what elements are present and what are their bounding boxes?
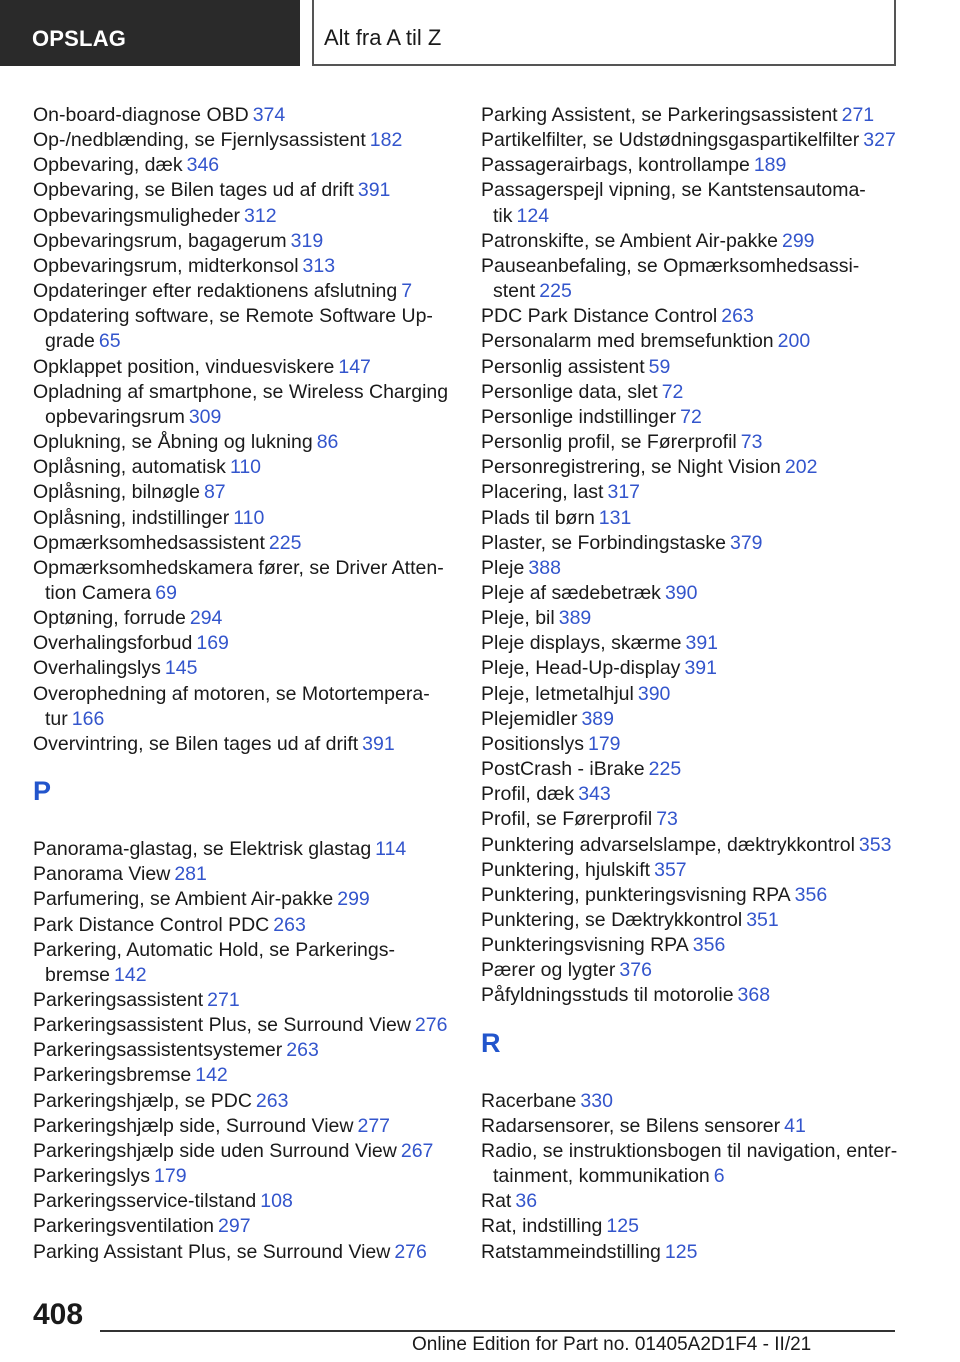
entry-text: Punktering, hjulskift (481, 858, 651, 881)
entry-text: Opmærksomhedskamera fører, se Driver Atten- (33, 556, 444, 579)
page-link[interactable]: 390 (664, 581, 698, 604)
index-entry (481, 355, 901, 380)
page-link[interactable]: 281 (174, 863, 207, 886)
page-link[interactable]: 263 (721, 305, 754, 328)
index-entry (33, 279, 443, 304)
entry-text: Parkering, Automatic Hold, se Parkerings- (33, 938, 395, 961)
index-entry (33, 1013, 448, 1038)
entry-text: Plaster, se Forbindingstaske (481, 531, 726, 554)
entry-text: opbevaringsrum (45, 405, 185, 428)
page-link[interactable]: 391 (684, 657, 717, 680)
entry-text: Profil, se Førerprofil (481, 808, 653, 831)
page-link[interactable]: 389 (581, 707, 614, 730)
index-entry (33, 606, 443, 631)
index-entry (481, 178, 901, 228)
page-link[interactable]: 202 (784, 456, 818, 479)
page-link[interactable]: 276 (414, 1014, 448, 1037)
entry-text: Plads til børn (481, 506, 595, 529)
index-column-right (481, 103, 901, 1265)
entry-text: Pleje, Head-Up-display (481, 657, 681, 680)
entry-text: Opdateringer efter redaktionens afslutning (33, 280, 398, 303)
entry-text: Opbevaring, dæk (33, 154, 183, 177)
entry-text: Personlige data, slet (481, 380, 658, 403)
entry-text: Personlige indstillinger (481, 405, 677, 428)
index-entry (481, 329, 901, 354)
page-link[interactable]: 353 (858, 833, 892, 856)
entry-text: Opbevaringsrum, midterkonsol (33, 254, 299, 277)
page-link[interactable]: 312 (244, 204, 277, 227)
section-tab: OPSLAG (0, 0, 300, 66)
entries-right-r (481, 1089, 901, 1265)
page-link[interactable]: 390 (637, 682, 671, 705)
entry-text: Pleje, letmetalhjul (481, 682, 634, 705)
entry-text: Overophedning af motoren, se Motortempera- (33, 682, 430, 705)
entry-text: Parkeringshjælp, se PDC (33, 1089, 252, 1112)
entry-text: Rat (481, 1190, 512, 1213)
entries-left-before-p (33, 103, 449, 757)
page-link[interactable]: 225 (268, 531, 302, 554)
page-link[interactable]: 263 (286, 1039, 319, 1062)
index-entry (481, 304, 901, 329)
index-entry (481, 455, 901, 480)
index-entry (481, 1189, 901, 1214)
index-entry (481, 631, 901, 656)
index-entry (33, 531, 443, 556)
page-link[interactable]: 299 (781, 229, 815, 252)
entry-text: Park Distance Control PDC (33, 913, 270, 936)
entry-text: Pærer og lygter (481, 959, 616, 982)
entry-text: Pleje (481, 556, 525, 579)
entry-text: Oplåsning, bilnøgle (33, 481, 200, 504)
index-entry (33, 430, 443, 455)
entry-text: Påfyldningsstuds til motorolie (481, 984, 734, 1007)
entry-text: Pauseanbefaling, se Opmærksomhedsassi- (481, 254, 860, 277)
page-link[interactable]: 330 (580, 1089, 613, 1112)
index-entry (481, 480, 901, 505)
entry-text: Radarsensorer, se Bilens sensorer (481, 1114, 781, 1137)
index-entry (33, 631, 443, 656)
entry-text: Parking Assistant Plus, se Surround View (33, 1240, 391, 1263)
index-entry (33, 1063, 443, 1088)
entry-text: Opdatering software, se Remote Software Up- (33, 305, 433, 328)
edition-note: Online Edition for Part no. 01405A2D1F4 - II/21 (412, 1334, 812, 1355)
page-link[interactable]: 110 (233, 506, 265, 529)
page-link[interactable]: 169 (196, 632, 229, 655)
index-entry (481, 380, 901, 405)
entry-text: Parkeringshjælp side, Surround View (33, 1114, 354, 1137)
entry-text: Parkeringsservice-tilstand (33, 1190, 257, 1213)
entry-text: Opladning af smartphone, se Wireless Charging (33, 380, 449, 403)
index-entry (33, 455, 443, 480)
entry-text: Parkeringsassistentsystemer (33, 1039, 283, 1062)
page-link[interactable]: 65 (98, 330, 121, 353)
page-link[interactable]: 125 (606, 1215, 639, 1238)
entries-left-p (33, 837, 448, 1265)
entry-text: Parking Assistent, se Parkeringsassistent (481, 104, 838, 126)
index-entry (33, 656, 443, 681)
entry-text: PDC Park Distance Control (481, 305, 718, 328)
entry-text: tik (493, 204, 513, 227)
index-entry (33, 204, 443, 229)
index-entry (481, 958, 901, 983)
index-entry (33, 862, 443, 887)
index-entry (481, 883, 901, 908)
page-link[interactable]: 276 (394, 1240, 427, 1263)
index-entry (33, 254, 443, 279)
index-entry (481, 1089, 901, 1114)
index-entry (481, 656, 901, 681)
index-entry (33, 1214, 443, 1239)
page-number: 408 (33, 1298, 84, 1331)
chapter-title: Alt fra A til Z (312, 0, 896, 66)
entry-text: Parfumering, se Ambient Air-pakke (33, 888, 334, 911)
page-link[interactable]: 327 (863, 129, 896, 152)
page-link[interactable]: 179 (587, 732, 621, 755)
page-link[interactable]: 166 (71, 707, 105, 730)
index-entry (481, 1214, 901, 1239)
index-entry (33, 1164, 443, 1189)
entry-text: Parkeringsassistent Plus, se Surround View (33, 1014, 411, 1037)
index-entry (481, 153, 901, 178)
index-entry (33, 913, 443, 938)
index-entry (33, 1240, 443, 1265)
page-link[interactable]: 263 (273, 913, 306, 936)
page-link[interactable]: 263 (255, 1089, 289, 1112)
page-link[interactable]: 225 (648, 758, 682, 781)
footer-divider (100, 1330, 895, 1332)
index-entry (33, 682, 443, 732)
index-entry (33, 1038, 443, 1063)
entry-text: Opmærksomhedsassistent (33, 531, 265, 554)
entry-text: On-board-diagnose OBD (33, 104, 249, 126)
page-link[interactable]: 72 (680, 405, 702, 428)
index-entry (481, 506, 901, 531)
entry-text: Positionslys (481, 732, 584, 755)
entry-text: Parkeringslys (33, 1165, 151, 1188)
page-link[interactable]: 271 (841, 104, 875, 126)
page-link[interactable]: 36 (515, 1190, 538, 1213)
entry-text: Pleje af sædebetræk (481, 581, 661, 604)
page-link[interactable]: 391 (362, 732, 395, 755)
page-link[interactable]: 317 (607, 481, 641, 504)
index-entry (481, 1139, 901, 1189)
index-entry (481, 933, 901, 958)
entry-text: Profil, dæk (481, 783, 575, 806)
page-link[interactable]: 388 (528, 556, 561, 579)
index-entry (33, 1089, 443, 1114)
index-entry (33, 229, 443, 254)
index-entry (33, 506, 443, 531)
page-link[interactable]: 125 (664, 1240, 698, 1263)
entry-text: Personalarm med bremsefunktion (481, 330, 774, 353)
index-entry (481, 983, 901, 1008)
entry-text: Opbevaring, se Bilen tages ud af drift (33, 179, 354, 202)
page-link[interactable]: 145 (164, 657, 198, 680)
index-entry (481, 682, 901, 707)
entry-text: grade (45, 330, 95, 353)
entry-text: Parkeringsbremse (33, 1064, 192, 1087)
entry-text: stent (493, 280, 536, 303)
index-entry (481, 103, 901, 128)
entry-text: Oplukning, se Åbning og lukning (33, 431, 313, 454)
entry-text: Oplåsning, automatisk (33, 456, 226, 479)
letter-heading-r: R (481, 1027, 501, 1058)
page-link[interactable]: 225 (539, 280, 572, 303)
entry-text: Overhalingsforbud (33, 632, 193, 655)
entry-text: PostCrash - iBrake (481, 758, 645, 781)
entry-text: Panorama View (33, 863, 171, 886)
index-entry (481, 908, 901, 933)
page-link[interactable]: 368 (737, 984, 771, 1007)
page-link[interactable]: 72 (661, 380, 684, 403)
index-entry (481, 782, 901, 807)
entries-right-p (481, 103, 901, 1009)
page-link[interactable]: 376 (619, 959, 652, 982)
page-link[interactable]: 294 (189, 607, 223, 630)
entry-text: Pleje, bil (481, 607, 555, 630)
page-link[interactable]: 86 (316, 431, 339, 454)
page-link[interactable]: 374 (252, 104, 286, 126)
letter-heading-p: P (33, 776, 52, 807)
index-entry (33, 178, 443, 203)
entry-text: tion Camera (45, 581, 152, 604)
entry-text: Radio, se instruktionsbogen til navigation, enter- (481, 1139, 898, 1162)
entry-text: Opklappet position, vinduesviskere (33, 355, 335, 378)
entry-text: bremse (45, 963, 111, 986)
page-link[interactable]: 73 (656, 808, 678, 831)
page-link[interactable]: 59 (648, 355, 671, 378)
index-entry (33, 1139, 443, 1164)
entry-text: tur (45, 707, 68, 730)
index-entry (481, 128, 901, 153)
index-entry (33, 938, 443, 988)
entry-text: Overvintring, se Bilen tages ud af drift (33, 732, 359, 755)
page-link[interactable]: 343 (578, 783, 611, 806)
page-link[interactable]: 379 (729, 531, 763, 554)
index-column-left (33, 103, 449, 1265)
index-entry (33, 1189, 443, 1214)
page-link[interactable]: 271 (207, 989, 240, 1011)
entry-text: Passagerspejl vipning, se Kantstensautoma- (481, 179, 866, 202)
index-entry (33, 837, 443, 862)
index-entry (481, 732, 901, 757)
index-entry (481, 858, 901, 883)
page-link[interactable]: 277 (357, 1114, 391, 1137)
page-link[interactable]: 182 (369, 129, 403, 152)
entry-text: Personregistrering, se Night Vision (481, 456, 781, 479)
page-link[interactable]: 356 (794, 883, 828, 906)
entry-text: Parkeringsventilation (33, 1215, 215, 1238)
page-link[interactable]: 114 (375, 838, 407, 861)
index-entry (33, 887, 443, 912)
index-entry (481, 581, 901, 606)
entry-text: Punkteringsvisning RPA (481, 934, 689, 957)
page-link[interactable]: 313 (302, 254, 336, 277)
page-link[interactable]: 142 (114, 963, 147, 986)
index-entry (481, 807, 901, 832)
page-link[interactable]: 87 (203, 481, 226, 504)
index-entry (481, 229, 901, 254)
entry-text: Patronskifte, se Ambient Air-pakke (481, 229, 778, 252)
entry-text: Placering, last (481, 481, 604, 504)
index-entry (33, 380, 449, 430)
page-link[interactable]: 297 (218, 1215, 251, 1238)
page-link[interactable]: 356 (692, 934, 726, 957)
page-link[interactable]: 6 (713, 1165, 725, 1188)
index-entry (33, 480, 443, 505)
page-link[interactable]: 189 (753, 154, 787, 177)
index-entry (481, 254, 901, 304)
entry-text: Opbevaringsrum, bagagerum (33, 229, 287, 252)
index-entry (481, 707, 901, 732)
index-entry (33, 128, 443, 153)
entry-text: Rat, indstilling (481, 1215, 603, 1238)
entry-text: Personlig profil, se Førerprofil (481, 431, 737, 454)
page-link[interactable]: 7 (401, 280, 413, 303)
entry-text: Racerbane (481, 1089, 577, 1112)
entry-text: Op-/nedblænding, se Fjernlysassistent (33, 129, 366, 152)
entry-text: Panorama-glastag, se Elektrisk glastag (33, 838, 372, 861)
page-link[interactable]: 200 (777, 330, 811, 353)
entry-text: Ratstammeindstilling (481, 1240, 661, 1263)
entry-text: Optøning, forrude (33, 607, 186, 630)
entry-text: Parkeringshjælp side uden Surround View (33, 1139, 397, 1162)
index-entry (33, 153, 443, 178)
page-link[interactable]: 110 (229, 456, 262, 479)
entry-text: Personlig assistent (481, 355, 645, 378)
page-link[interactable]: 73 (740, 431, 763, 454)
index-entry (481, 531, 901, 556)
entry-text: Parkeringsassistent (33, 989, 204, 1011)
index-entry (481, 833, 901, 858)
index-entry (33, 355, 443, 380)
page-link[interactable]: 346 (186, 154, 220, 177)
index-entry (481, 430, 901, 455)
entry-text: Passagerairbags, kontrollampe (481, 154, 750, 177)
page-link[interactable]: 108 (260, 1190, 293, 1213)
entry-text: Pleje displays, skærme (481, 632, 682, 655)
entry-text: Overhalingslys (33, 657, 161, 680)
page-link[interactable]: 309 (188, 405, 222, 428)
page-link[interactable]: 391 (685, 632, 719, 655)
page-link[interactable]: 179 (154, 1165, 187, 1188)
index-entry (481, 606, 901, 631)
index-entry (33, 1114, 443, 1139)
page-link[interactable]: 299 (337, 888, 370, 911)
page-header (0, 0, 960, 66)
index-entry (481, 556, 901, 581)
index-entry (481, 405, 901, 430)
page-link[interactable]: 142 (195, 1064, 228, 1087)
page-link[interactable]: 124 (516, 204, 550, 227)
index-entry (481, 1240, 901, 1265)
index-entry (481, 757, 901, 782)
entry-text: Oplåsning, indstillinger (33, 506, 230, 529)
page-link[interactable]: 69 (155, 581, 177, 604)
entry-text: Punktering, se Dæktrykkontrol (481, 909, 743, 931)
index-entry (33, 988, 443, 1013)
index-entry (33, 304, 443, 354)
entry-text: Punktering, punkteringsvisning RPA (481, 883, 791, 906)
index-entry (33, 103, 443, 128)
index-entry (33, 732, 443, 757)
entry-text: Plejemidler (481, 707, 578, 730)
page-link[interactable]: 41 (784, 1114, 806, 1137)
page-link[interactable]: 351 (746, 909, 779, 931)
page-link[interactable]: 319 (290, 229, 324, 252)
page-link[interactable]: 267 (400, 1139, 434, 1162)
page-link[interactable]: 357 (654, 858, 687, 881)
entry-text: Punktering advarselslampe, dæktrykkontrol (481, 833, 855, 856)
index-entry (33, 556, 443, 606)
page-link[interactable]: 391 (357, 179, 391, 202)
page-link[interactable]: 147 (338, 355, 371, 378)
entry-text: Partikelfilter, se Udstødningsgaspartikelfilter (481, 129, 860, 152)
entry-text: Opbevaringsmuligheder (33, 204, 241, 227)
entry-text: tainment, kommunikation (493, 1165, 710, 1188)
index-entry (481, 1114, 901, 1139)
page-link[interactable]: 389 (558, 607, 592, 630)
page-link[interactable]: 131 (598, 506, 632, 529)
